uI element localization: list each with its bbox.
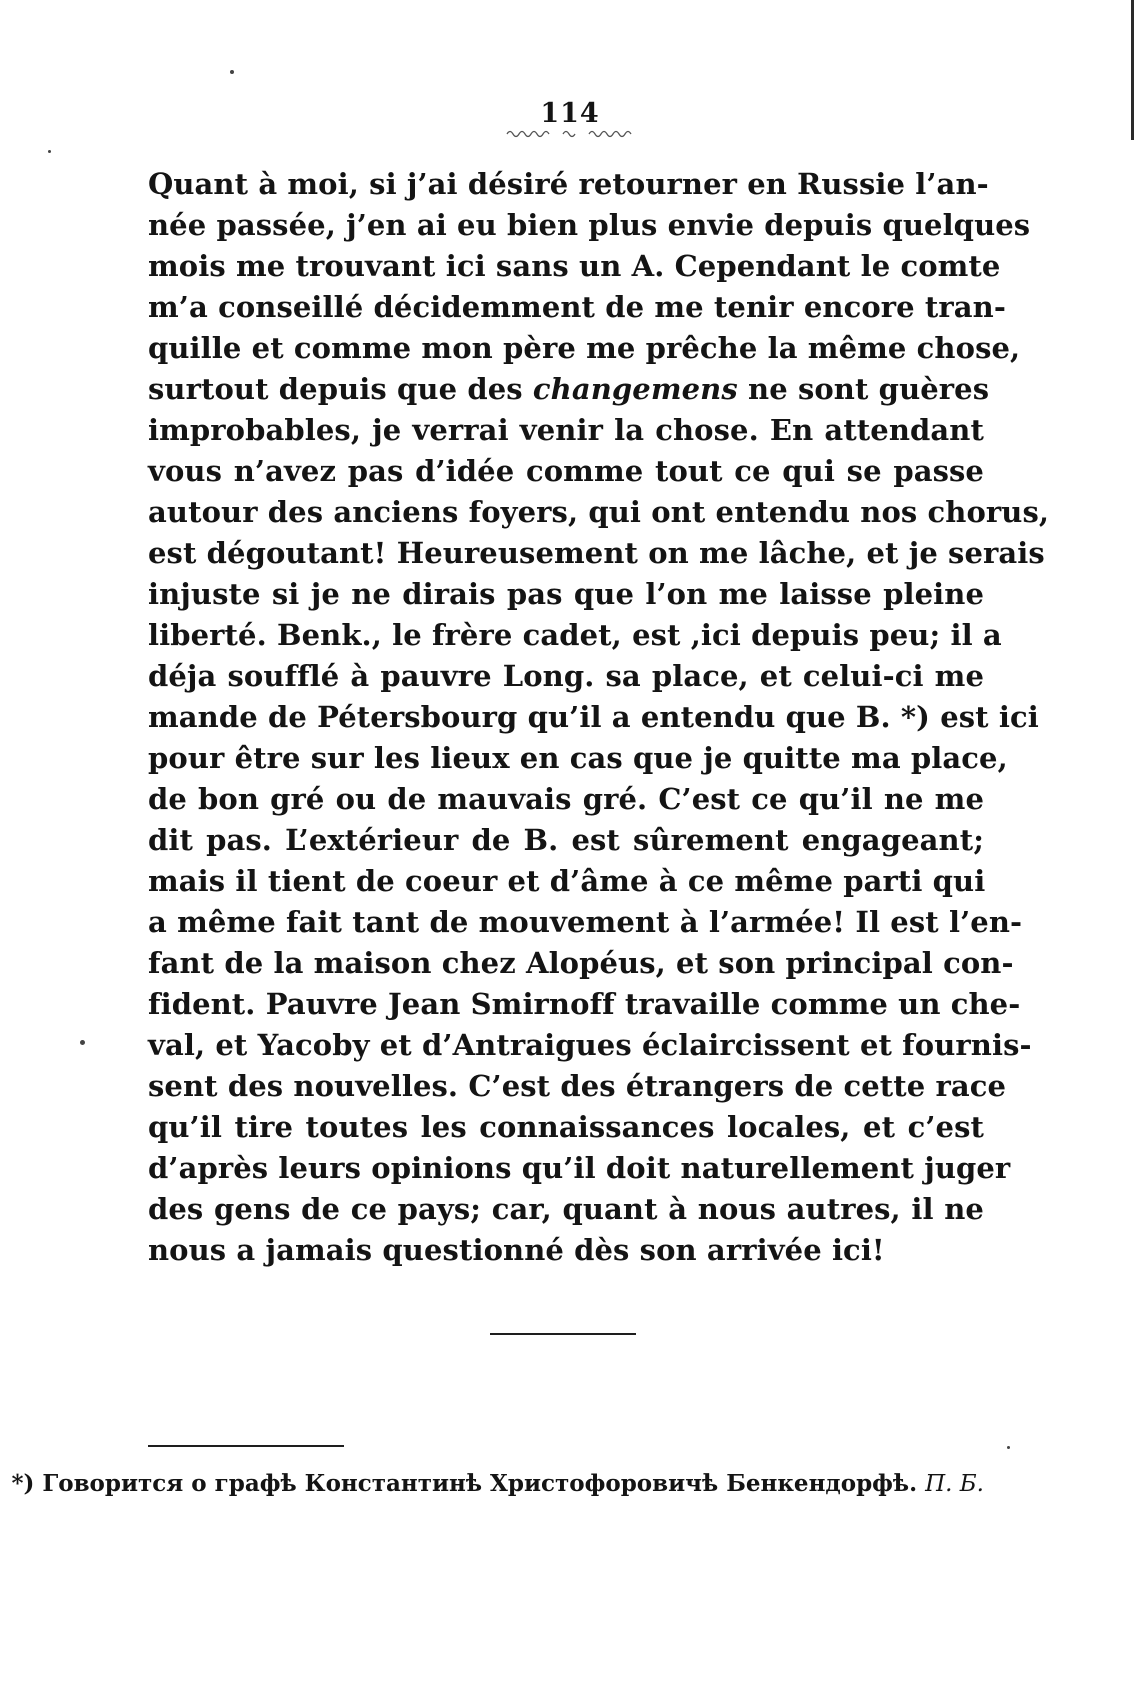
text-line-18: mais il tient de coeur et d’âme à ce même parti qui	[148, 864, 986, 898]
text-line-8: vous n’avez pas d’idée comme tout ce qui se passe	[148, 454, 984, 488]
footnote-text: *) Говорится о графѣ Константинѣ Христофоровичѣ Бенкендорфѣ.	[11, 1470, 918, 1497]
text-line-23: sent des nouvelles. C’est des étrangers de cette race	[148, 1069, 1007, 1103]
text-line-22: val, et Yacoby et d’Antraigues éclaircissent et fournis-	[148, 1028, 1032, 1062]
text-line-6	[148, 369, 990, 410]
text-line-16: de bon gré ou de mauvais gré. C’est ce qu’il ne me	[148, 782, 984, 816]
section-divider	[490, 1333, 636, 1335]
text-line-15: pour être sur les lieux en cas que je quitte ma place,	[148, 741, 1008, 775]
scan-speck	[230, 70, 234, 74]
text-line-11: injuste si je ne dirais pas que l’on me laisse pleine	[148, 577, 984, 611]
text-line-27: nous a jamais questionné dès son arrivée ici!	[148, 1233, 885, 1267]
text-line-1: Quant à moi, si j’ai désiré retourner en Russie l’an-	[148, 167, 989, 201]
scan-speck	[1007, 1446, 1010, 1449]
text-line-14: mande de Pétersbourg qu’il a entendu que B. *) est ici	[148, 700, 1039, 734]
text-line-24: qu’il tire toutes les connaissances locales, et c’est	[148, 1110, 984, 1144]
text-line-25: d’après leurs opinions qu’il doit naturellement juger	[148, 1151, 1011, 1185]
page-number: 114	[540, 98, 600, 129]
text-line-10: est dégoutant! Heureusement on me lâche, et je serais	[148, 536, 1045, 570]
page-number-ornament	[505, 126, 655, 140]
scan-speck	[80, 1040, 85, 1045]
text-line-6-start: surtout depuis que des	[148, 372, 533, 406]
footnote-divider	[148, 1445, 344, 1447]
footnote-signature: П. Б.	[925, 1471, 984, 1497]
text-line-3: mois me trouvant ici sans un A. Cependant le comte	[148, 249, 1001, 283]
scan-speck	[48, 150, 51, 153]
text-line-2: née passée, j’en ai eu bien plus envie depuis quelques	[148, 208, 1031, 242]
text-line-7: improbables, je verrai venir la chose. En attendant	[148, 413, 984, 447]
text-line-21: fident. Pauvre Jean Smirnoff travaille comme un che-	[148, 987, 1021, 1021]
text-line-6-end: ne sont guères	[737, 372, 990, 406]
text-line-26: des gens de ce pays; car, quant à nous autres, il ne	[148, 1192, 984, 1226]
text-line-9: autour des anciens foyers, qui ont entendu nos chorus,	[148, 495, 1050, 529]
text-line-20: fant de la maison chez Alopéus, et son principal con-	[148, 946, 1014, 980]
text-line-19: a même fait tant de mouvement à l’armée! Il est l’en-	[148, 905, 1023, 939]
text-line-5: quille et comme mon père me prêche la même chose,	[148, 331, 1021, 365]
text-line-4: m’a conseillé décidemment de me tenir encore tran-	[148, 290, 1006, 324]
text-line-17: dit pas. L’extérieur de B. est sûrement engageant;	[148, 823, 984, 857]
text-line-13: déja soufflé à pauvre Long. sa place, et celui-ci me	[148, 659, 984, 693]
body-text	[148, 164, 1050, 1271]
footnote	[0, 1470, 984, 1497]
italic-word-changemens: changemens	[532, 372, 738, 406]
text-line-12: liberté. Benk., le frère cadet, est ,ici depuis peu; il a	[148, 618, 1002, 652]
